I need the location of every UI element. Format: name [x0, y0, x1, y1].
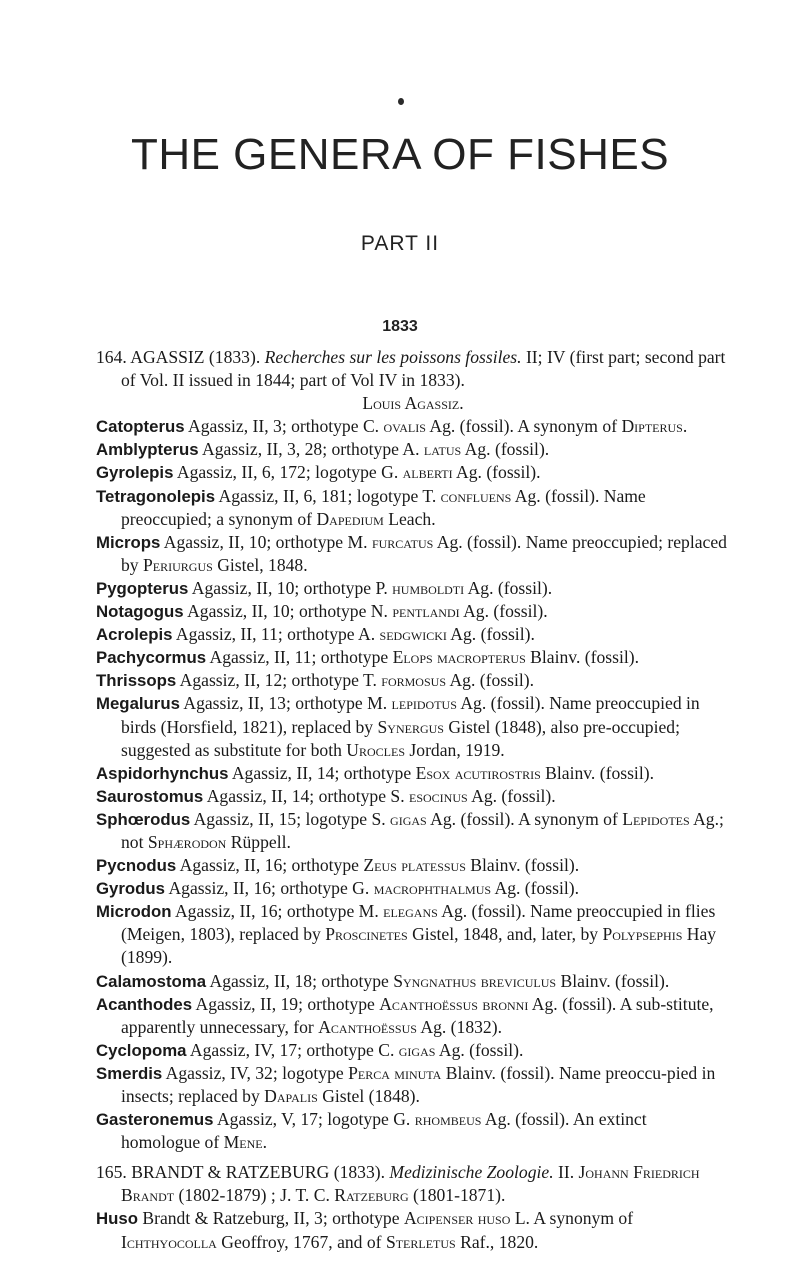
entry-text: Agassiz, V, 17; logotype G. — [216, 1109, 411, 1130]
species-name: Periurgus — [143, 554, 213, 575]
species-name: Elops macropterus — [392, 647, 526, 668]
genus-name: Saurostomus — [96, 786, 204, 806]
entry-text: Blainv. (fossil). — [545, 762, 654, 783]
entry-text: Jordan, 1919. — [409, 739, 505, 760]
species-name: Synergus — [377, 716, 444, 737]
section-work-title: Recherches sur les poissons fossiles. — [264, 347, 522, 367]
genus-entry-microdon — [96, 900, 730, 969]
entry-text: Ag. (fossil). Name preoccupied; a synonym of — [121, 485, 646, 529]
entry-text: Ag. (fossil). — [464, 439, 550, 460]
section-work-title: Medizinische Zoologie. — [389, 1162, 554, 1183]
entry-text: Agassiz, II, 10; orthotype P. — [191, 577, 388, 598]
species-name: Urocles — [346, 739, 406, 760]
genus-name: Pycnodus — [96, 856, 177, 876]
species-name: alberti — [402, 462, 453, 483]
entry-text: Agassiz, II, 15; logotype S. — [193, 808, 386, 829]
species-name: latus — [423, 439, 462, 460]
entry-text: Blainv. (fossil). Name preoccu-pied in insects; replaced by — [121, 1062, 716, 1106]
entry-text: Agassiz, II, 11; orthotype — [209, 647, 389, 668]
page-body — [96, 346, 730, 1254]
genus-entry-saurostomus — [96, 785, 730, 808]
author-dates: (1802-1879) ; — [178, 1185, 276, 1206]
species-name: gigas — [398, 1039, 436, 1060]
genus-entry-acrolepis — [96, 623, 730, 646]
entry-text: Ag. (fossil). Name preoccupied in flies (Meigen, 1803), replaced by — [121, 901, 716, 945]
genus-entry-thrissops — [96, 669, 730, 692]
species-name: humboldti — [392, 577, 465, 598]
entry-text: Raf., 1820. — [460, 1231, 539, 1252]
species-name: rhombeus — [414, 1109, 482, 1130]
entry-text: Agassiz, II, 10; orthotype M. — [163, 531, 368, 552]
species-name: Sterletus — [385, 1231, 456, 1252]
species-name: Lepidotes — [622, 808, 690, 829]
genus-entry-notagogus — [96, 600, 730, 623]
genus-entry-smerdis — [96, 1062, 730, 1108]
entry-text: Ag. (fossil). — [456, 462, 541, 483]
entry-text: Hay (1899). — [121, 924, 717, 968]
section-165-heading — [96, 1161, 730, 1207]
entry-text: Gistel (1848). — [322, 1086, 420, 1106]
genus-name: Aspidorhynchus — [96, 763, 229, 783]
species-name: Proscinetes — [325, 924, 408, 945]
entry-text: Ag.; not — [121, 808, 724, 852]
entry-text: Agassiz, II, 3; orthotype C. — [188, 416, 380, 437]
genus-entry-sphoerodus — [96, 808, 730, 854]
species-name: Sphærodon — [147, 831, 227, 852]
ink-dot — [398, 98, 404, 105]
genus-name: Amblypterus — [96, 440, 199, 460]
genus-entry-acanthodes — [96, 993, 730, 1039]
section-164-person: Louis Agassiz. — [362, 393, 464, 414]
entry-text: Ag. (fossil). — [450, 624, 535, 645]
entry-text: Agassiz, II, 11; orthotype A. — [175, 624, 376, 645]
entry-text: Agassiz, II, 18; orthotype — [209, 970, 389, 991]
genus-entry-calamostoma — [96, 970, 730, 993]
entry-text: Agassiz, II, 3, 28; orthotype A. — [202, 439, 420, 460]
genus-name: Pygopterus — [96, 578, 189, 598]
genus-name: Sphœrodus — [96, 809, 191, 829]
species-name: ovalis — [383, 416, 426, 437]
species-name: Syngnathus breviculus — [393, 970, 557, 991]
entry-text: Ag. (fossil). — [438, 1039, 524, 1060]
genus-entry-gyrolepis — [96, 461, 730, 484]
entry-text: Ag. (fossil). A synonym of — [429, 416, 618, 437]
genus-name: Gasteronemus — [96, 1110, 214, 1130]
species-name: lepidotus — [391, 693, 457, 714]
species-name: Mene. — [223, 1132, 267, 1153]
entry-text: Ag. (fossil). — [471, 785, 556, 806]
entry-text: Ag. (fossil). An extinct homologue of — [121, 1109, 647, 1153]
section-author: BRANDT & RATZEBURG (1833). — [131, 1162, 386, 1183]
genus-entry-aspidorhynchus — [96, 762, 730, 785]
species-name: formosus — [381, 670, 446, 691]
entry-text: Ag. (fossil). Name preoccupied in birds (Horsfield, 1821), replaced by — [121, 693, 700, 737]
entry-text: Rüppell. — [230, 831, 291, 852]
species-name: pentlandi — [392, 601, 460, 622]
genus-name: Thrissops — [96, 671, 177, 691]
entry-text: Ag. (fossil). Name preoccupied; replaced by — [121, 531, 727, 575]
entry-text: Ag. (1832). — [420, 1016, 502, 1037]
entry-text: Ag. (fossil). — [494, 878, 580, 899]
entry-text: Agassiz, IV, 17; orthotype C. — [189, 1039, 395, 1060]
genus-name: Microps — [96, 532, 161, 552]
entry-text: Agassiz, II, 16; orthotype M. — [174, 901, 379, 922]
section-number: 165. — [96, 1162, 127, 1183]
entry-text: Agassiz, II, 16; orthotype — [179, 855, 359, 876]
entry-text: Blainv. (fossil). — [560, 970, 670, 991]
species-name: Zeus platessus — [363, 855, 466, 876]
species-name: Ichthyocolla — [121, 1231, 217, 1252]
entry-text: Ag. (fossil). A synonym of — [430, 808, 618, 829]
genus-name: Acrolepis — [96, 625, 173, 645]
entry-text: Agassiz, II, 14; orthotype S. — [206, 785, 405, 806]
entry-text: Agassiz, II, 6, 181; logotype T. — [218, 485, 437, 506]
entry-text: Ag. (fossil). A sub-stitute, apparently unnecessary, for — [121, 993, 714, 1037]
genus-entry-cyclopoma — [96, 1039, 730, 1062]
species-name: Perca minuta — [348, 1062, 442, 1083]
entry-text: Brandt & Ratzeburg, II, 3; orthotype — [142, 1208, 400, 1229]
genus-entry-tetragonolepis — [96, 485, 730, 531]
genus-name: Catopterus — [96, 417, 185, 437]
year-heading: 1833 — [382, 318, 418, 335]
author-name: Johann Friedrich Brandt — [121, 1162, 700, 1206]
entry-text: Ag. (fossil). — [449, 670, 534, 691]
genus-entry-megalurus — [96, 692, 730, 761]
genus-name: Acanthodes — [96, 994, 193, 1014]
genus-entry-amblypterus — [96, 438, 730, 461]
entry-text: Gistel (1848), also pre-occupied; suggested as substitute for both — [121, 716, 680, 760]
page-title: THE GENERA OF FISHES — [130, 130, 670, 179]
entry-text: L. A synonym of — [514, 1208, 634, 1229]
species-name: Polypsephis — [602, 924, 683, 945]
species-name: gigas — [390, 808, 427, 829]
genus-name: Cyclopoma — [96, 1040, 187, 1060]
author-name: J. T. C. Ratzeburg — [280, 1185, 409, 1206]
species-name: esocinus — [409, 785, 468, 806]
genus-entry-pachycormus — [96, 646, 730, 669]
entry-text: Gistel, 1848. — [217, 554, 308, 575]
section-details: II; IV (first part; second part of Vol. II issued in 1844; part of Vol IV in 1833). — [121, 347, 726, 391]
species-name: Acanthoëssus bronni — [379, 993, 529, 1014]
species-name: elegans — [383, 901, 438, 922]
species-name: Acanthoëssus — [318, 1016, 417, 1037]
entry-text: Gistel, 1848, and, later, by — [412, 924, 599, 945]
species-name: Acipenser huso — [403, 1208, 511, 1229]
genus-entry-catopterus — [96, 415, 730, 438]
species-name: Dapalis — [264, 1086, 318, 1106]
entry-text: Agassiz, II, 14; orthotype — [231, 762, 412, 783]
entry-text: Agassiz, IV, 32; logotype — [165, 1062, 344, 1083]
species-name: Dapedium — [316, 508, 384, 529]
genus-name: Gyrolepis — [96, 463, 174, 483]
genus-name: Smerdis — [96, 1063, 163, 1083]
entry-text: Leach. — [388, 508, 436, 529]
genus-entry-pycnodus — [96, 854, 730, 877]
species-name: Dipterus. — [621, 416, 688, 437]
genus-name: Megalurus — [96, 694, 180, 714]
entry-text: Agassiz, II, 19; orthotype — [195, 993, 375, 1014]
entry-text: Ag. (fossil). — [467, 577, 553, 598]
entry-text: Agassiz, II, 13; orthotype M. — [183, 693, 388, 714]
section-164-heading — [96, 346, 730, 392]
genus-entry-pygopterus — [96, 577, 730, 600]
genus-name: Calamostoma — [96, 971, 207, 991]
genus-name: Huso — [96, 1209, 138, 1229]
genus-entry-gyrodus — [96, 877, 730, 900]
genus-entry-microps — [96, 531, 730, 577]
entry-text: Geoffroy, 1767, and of — [221, 1231, 382, 1252]
entry-text: Agassiz, II, 16; orthotype G. — [168, 878, 370, 899]
species-name: macrophthalmus — [373, 878, 492, 899]
entry-text: Blainv. (fossil). — [530, 647, 639, 668]
genus-name: Tetragonolepis — [96, 486, 216, 506]
genus-name: Pachycormus — [96, 648, 207, 668]
part-heading: PART II — [360, 232, 440, 255]
entry-text: Agassiz, II, 10; orthotype N. — [187, 601, 388, 622]
section-number: 164. — [96, 347, 127, 367]
genus-name: Microdon — [96, 902, 172, 922]
section-author: AGASSIZ (1833). — [130, 347, 261, 367]
entry-text: Agassiz, II, 12; orthotype T. — [179, 670, 377, 691]
species-name: furcatus — [371, 531, 434, 552]
species-name: Esox acutirostris — [415, 762, 541, 783]
species-name: sedgwicki — [379, 624, 447, 645]
entry-text: Agassiz, II, 6, 172; logotype G. — [176, 462, 399, 483]
author-dates: (1801-1871). — [413, 1185, 506, 1206]
genus-name: Gyrodus — [96, 879, 166, 899]
species-name: confluens — [440, 485, 512, 506]
entry-text: Ag. (fossil). — [463, 601, 548, 622]
genus-name: Notagogus — [96, 602, 184, 622]
genus-entry-gasteronemus — [96, 1108, 730, 1154]
section-details: II. — [558, 1162, 575, 1183]
genus-entry-huso — [96, 1207, 730, 1253]
entry-text: Blainv. (fossil). — [470, 855, 580, 876]
